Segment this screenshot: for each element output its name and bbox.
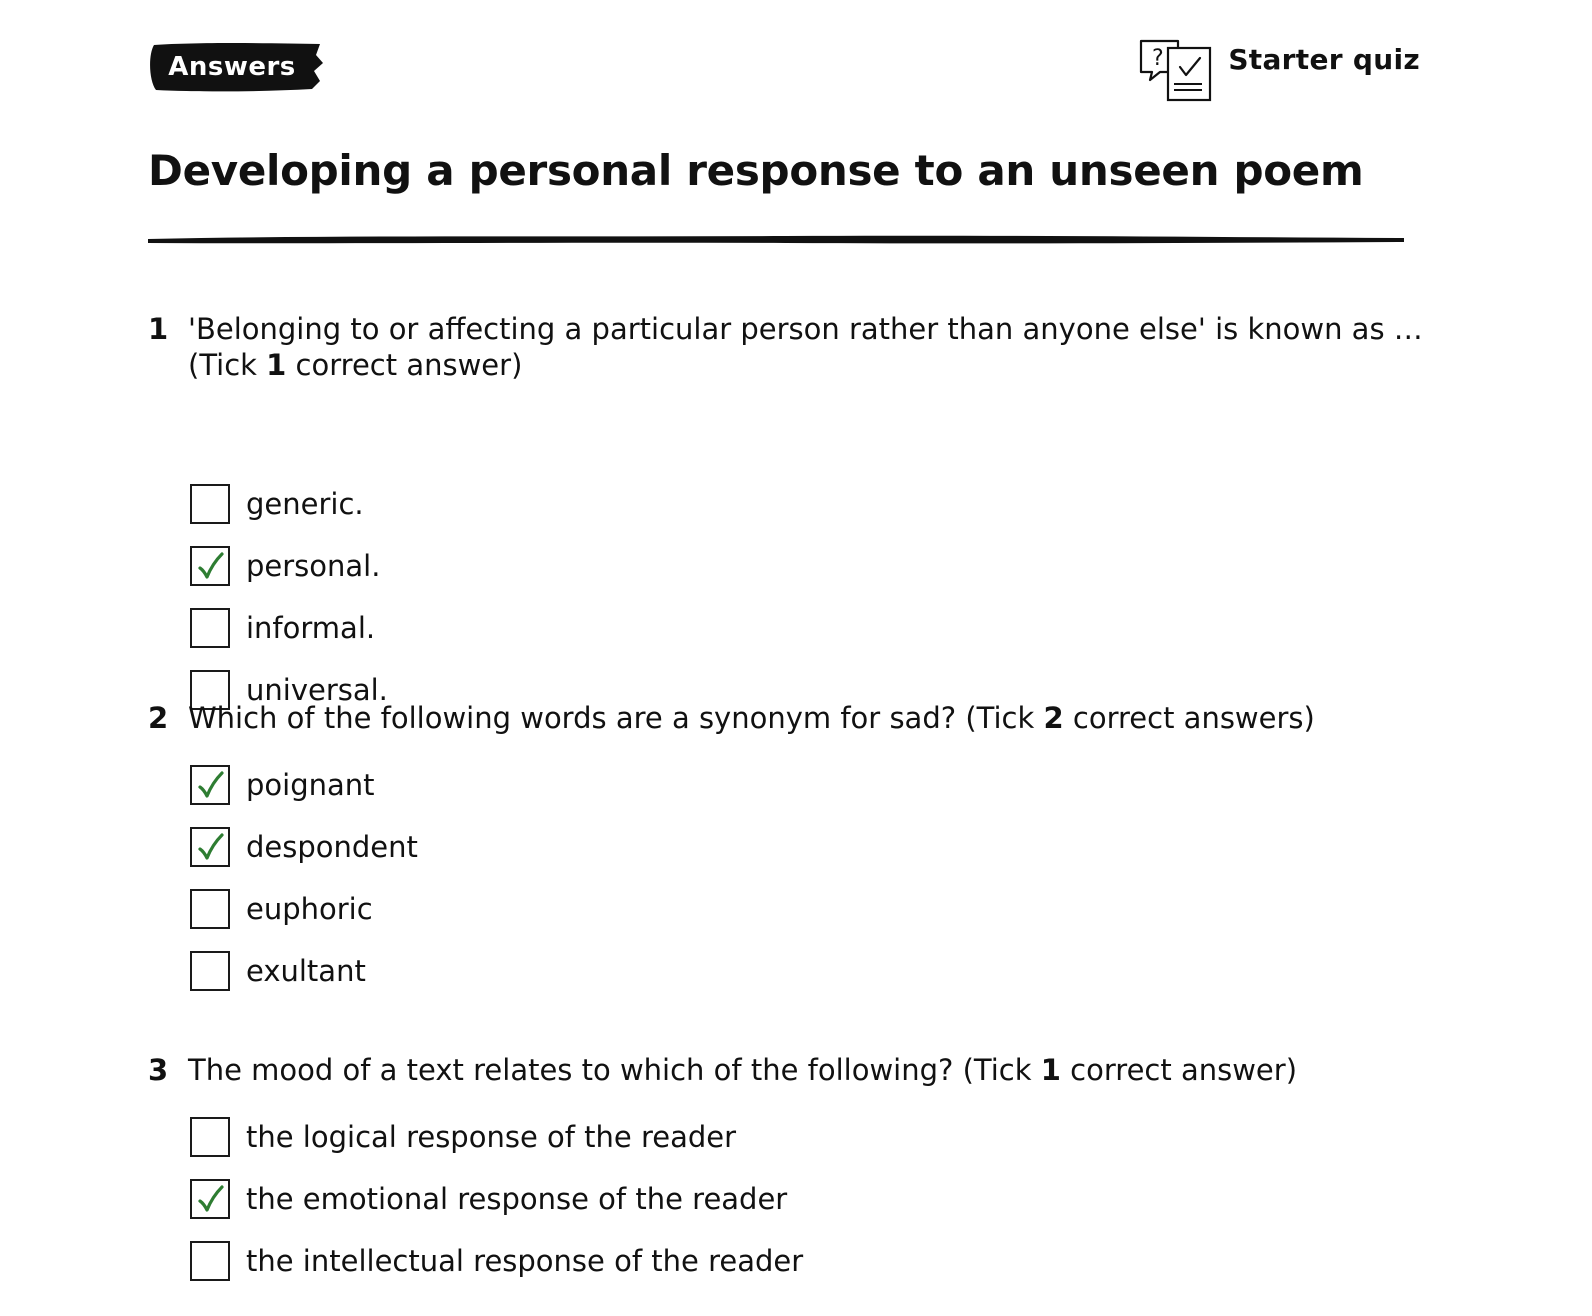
answer-label: despondent [246, 830, 418, 864]
question-text: The mood of a text relates to which of the following? (Tick 1 correct answer) [188, 1053, 1298, 1087]
answer-option[interactable] [190, 824, 418, 870]
answer-option[interactable] [190, 1176, 787, 1222]
question-header [148, 700, 1438, 736]
question-text: 'Belonging to or affecting a particular person rather than anyone else' is known as … (Tick 1 correct answer) [188, 312, 1423, 382]
answer-checkbox[interactable] [190, 1241, 230, 1281]
question-header [148, 1052, 1438, 1088]
answer-checkbox[interactable] [190, 546, 230, 586]
answer-label: the intellectual response of the reader [246, 1244, 804, 1278]
answer-option[interactable] [190, 1238, 803, 1284]
question-number: 3 [148, 1053, 169, 1087]
answer-label: euphoric [246, 892, 373, 926]
answer-option[interactable] [190, 605, 375, 651]
answer-option[interactable] [190, 481, 364, 527]
answer-label: exultant [246, 954, 366, 988]
answer-label: the emotional response of the reader [246, 1182, 788, 1216]
title-divider [146, 232, 1408, 246]
checkmark-icon [195, 832, 225, 862]
answer-checkbox[interactable] [190, 889, 230, 929]
answer-checkbox[interactable] [190, 951, 230, 991]
question-3 [148, 1052, 1438, 1278]
answer-label: generic. [246, 487, 364, 521]
answer-label: universal. [246, 673, 388, 707]
checkmark-icon [195, 770, 225, 800]
quiz-icon [1138, 38, 1212, 102]
quiz-type-title: Starter quiz [1228, 43, 1420, 76]
question-number: 1 [148, 312, 169, 346]
answer-label: personal. [246, 549, 381, 583]
question-header [148, 311, 1438, 383]
page-title: Developing a personal response to an unseen poem [148, 146, 1364, 195]
checkmark-icon [195, 551, 225, 581]
quiz-type-header [1138, 38, 1420, 102]
answers-label: Answers [168, 52, 296, 82]
answer-option[interactable] [190, 762, 375, 808]
answer-option[interactable] [190, 886, 373, 932]
checkmark-icon [195, 1184, 225, 1214]
question-number: 2 [148, 701, 169, 735]
answer-checkbox[interactable] [190, 765, 230, 805]
answer-checkbox[interactable] [190, 1179, 230, 1219]
answer-checkbox[interactable] [190, 827, 230, 867]
answer-checkbox[interactable] [190, 1117, 230, 1157]
answer-option[interactable] [190, 543, 380, 589]
question-2 [148, 700, 1438, 988]
answers-badge [148, 41, 328, 93]
answer-option[interactable] [190, 1114, 736, 1160]
answer-checkbox[interactable] [190, 608, 230, 648]
question-1 [148, 311, 1438, 707]
svg-text:?: ? [1152, 46, 1165, 71]
answer-checkbox[interactable] [190, 484, 230, 524]
answer-label: informal. [246, 611, 376, 645]
answer-label: the logical response of the reader [246, 1120, 737, 1154]
question-text: Which of the following words are a synonym for sad? (Tick 2 correct answers) [188, 701, 1315, 735]
answer-label: poignant [246, 768, 375, 802]
answer-option[interactable] [190, 948, 366, 994]
